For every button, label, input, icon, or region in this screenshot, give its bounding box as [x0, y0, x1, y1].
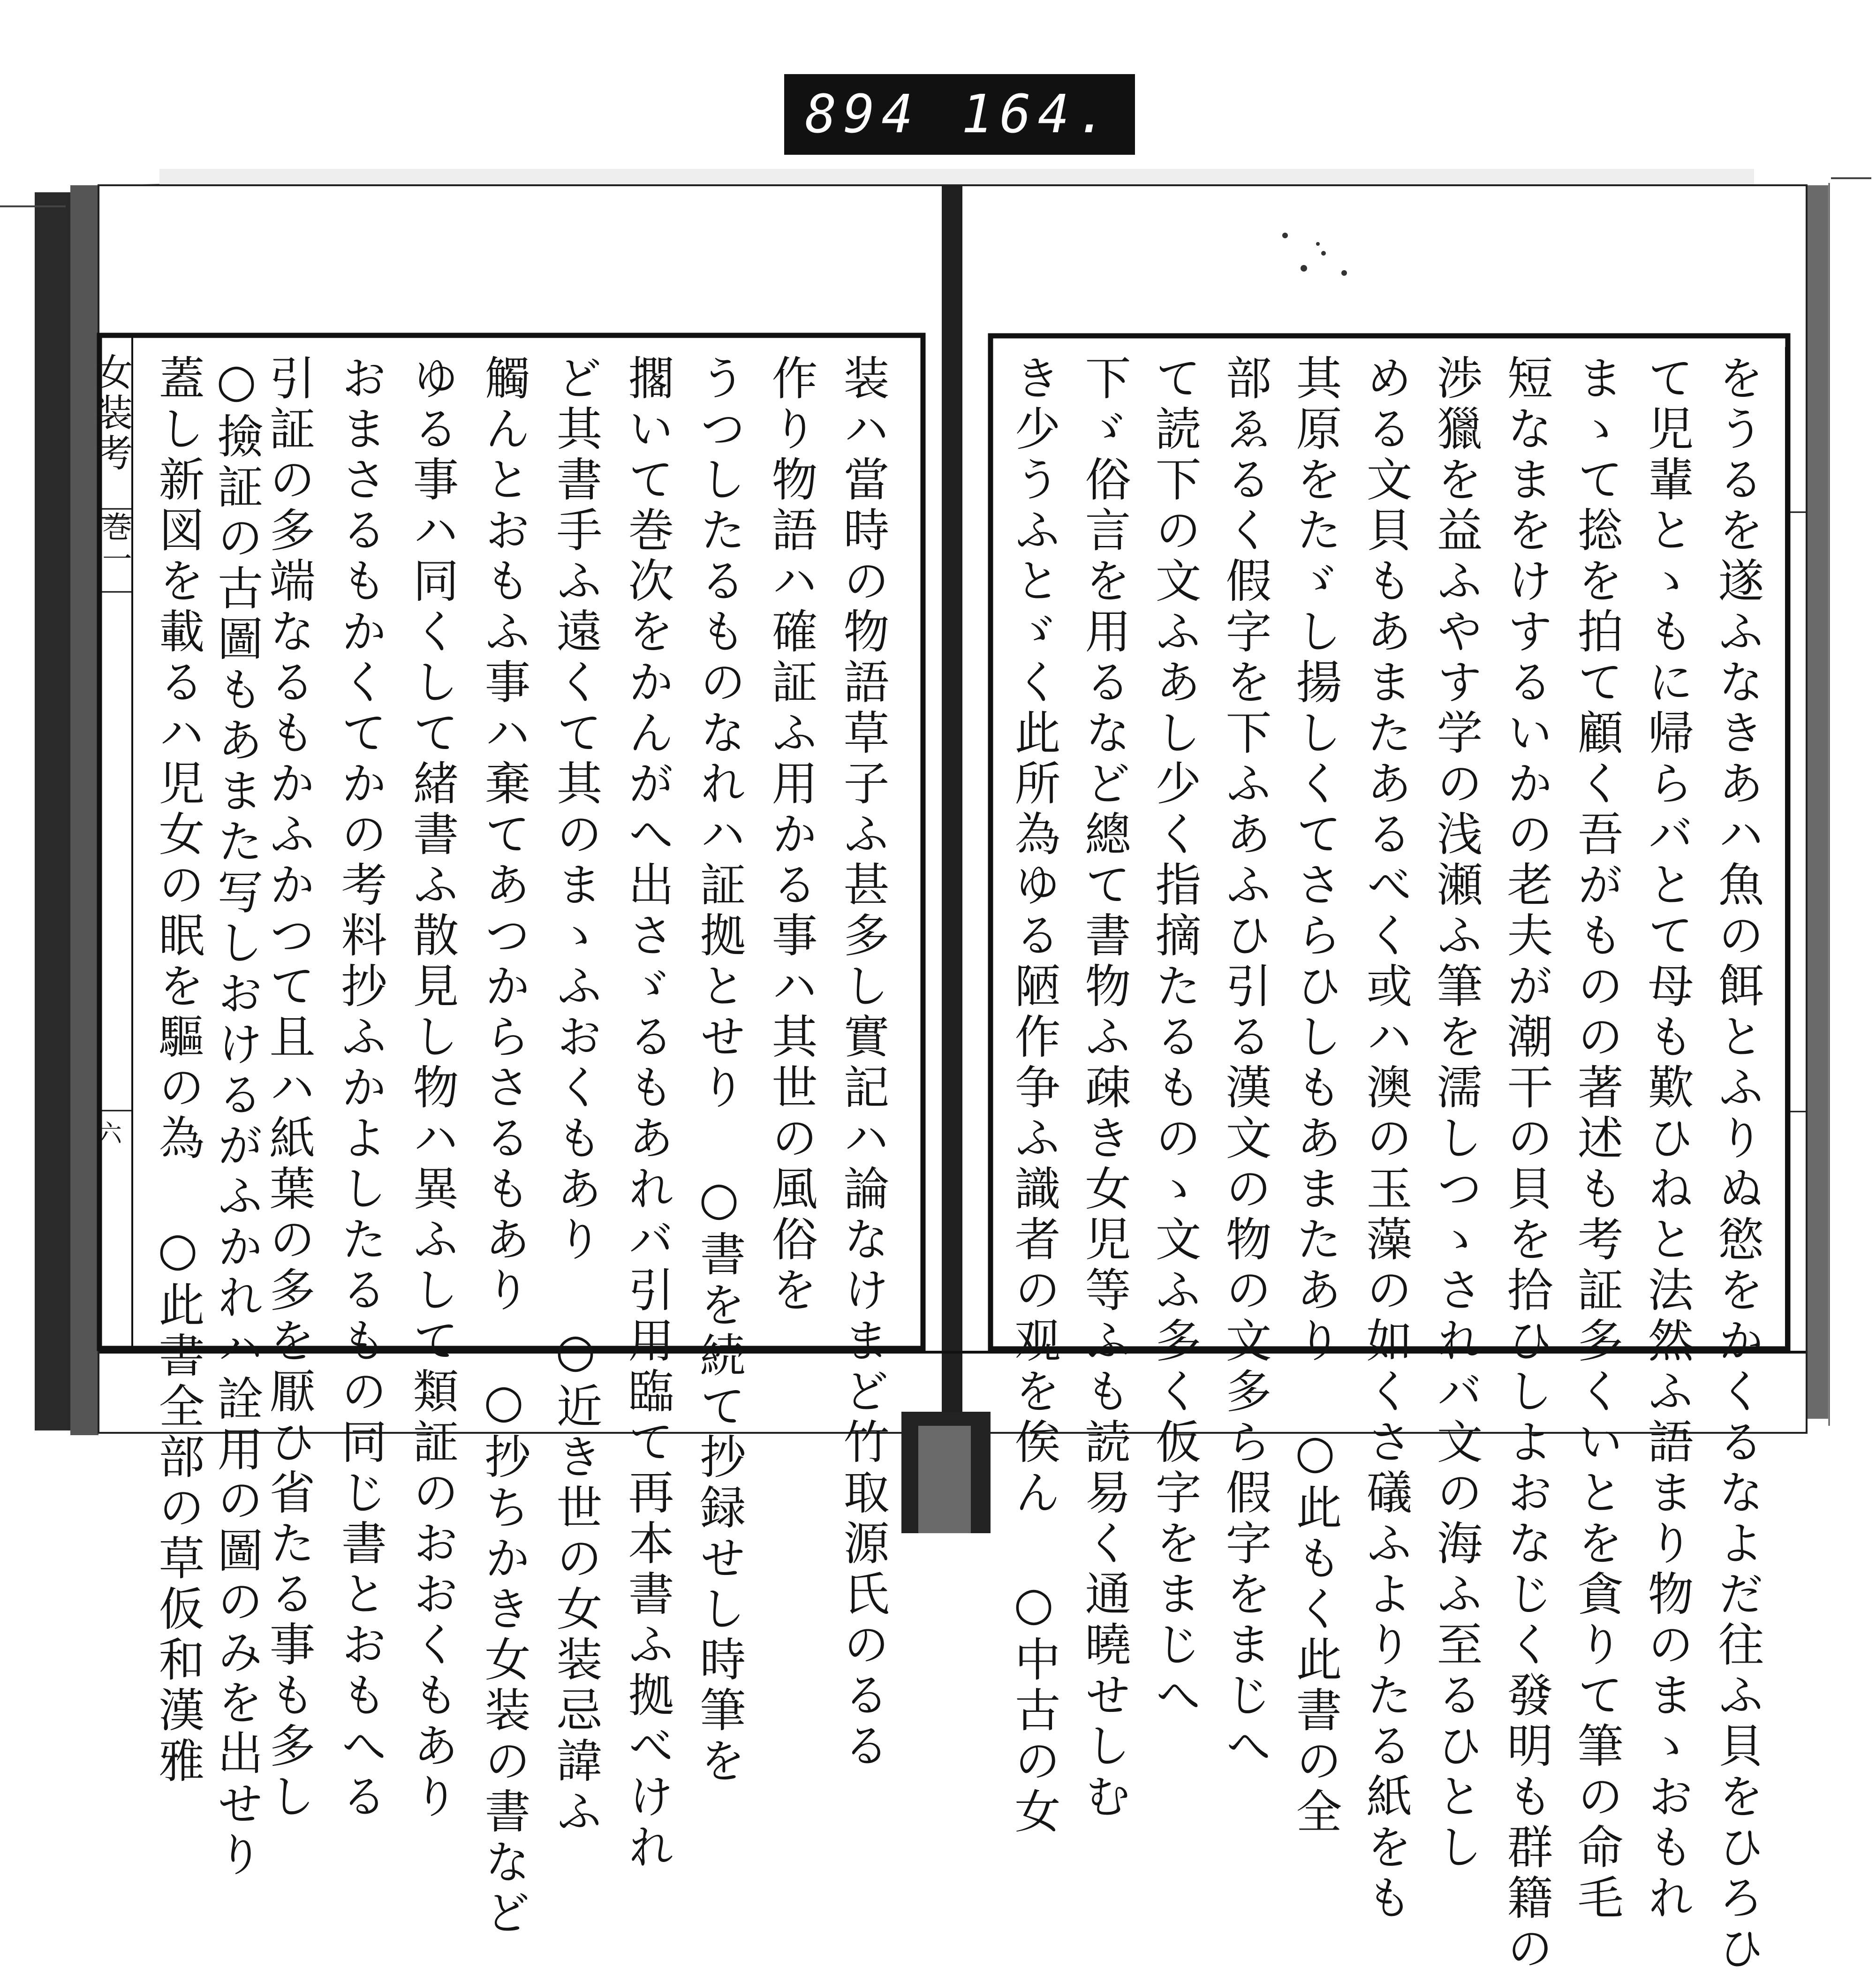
right-page-column: 短なまをけするいかの老夫が潮干の貝を拾ひしよおなじく發明も群籍の: [1499, 354, 1553, 1975]
gutter: [942, 185, 962, 1489]
left-page-column: 作り物語ハ確証ふ用かる事ハ其世の風俗を: [764, 354, 817, 1317]
left-page-column: 蓋し新図を載るハ児女の眠を驅の為 ○此書全部の草仮和漢雅: [151, 354, 204, 1787]
margin-page-number: 六: [97, 1120, 122, 1148]
catalog-number-right: 164.: [961, 84, 1114, 145]
right-page-column: 渉獵を益ふやす学の浅瀬ふ筆を濡しつゝされバ文の海ふ至るひとし: [1429, 354, 1483, 1874]
left-page-column: 觸んとおもふ事ハ棄てあつからさるもあり ○抄ちかき女装の書など: [477, 354, 530, 1939]
right-page-column: て児輩とゝもに帰らバとて母も歎ひねと法然ふ語まり物のまゝおもれ: [1640, 354, 1694, 1924]
right-page-column: をうるを遂ふなきあハ魚の餌とふりぬ慾をかくるなよだ往ふ貝をひろひ: [1710, 354, 1764, 1975]
left-page-column: おまさるもかくてかの考料抄ふかよしたるもの同じ書とおもへる: [333, 354, 387, 1823]
right-edge-strip: [1805, 185, 1828, 1419]
right-page-column: き少うふとゞく此所為ゆる陋作争ふ識者の观を俟ん ○中古の女: [1007, 354, 1060, 1838]
margin-volume: 巻一: [97, 511, 132, 575]
left-page-column: 引証の多端なるもかふかつて且ハ紙葉の多を厭ひ省たる事も多し: [262, 354, 315, 1823]
left-page-column: 擱いて巻次をかんがへ出さゞるもあれバ引用臨て再本書ふ拠べけれ: [620, 354, 674, 1874]
right-page-column: て読下の文ふあし少く指摘たるものゝ文ふ多く仮字をまじへ: [1148, 354, 1201, 1722]
catalog-number-left: 894: [805, 84, 920, 145]
right-page-column: 其原をたゞし揚しくてさらひしもあまたあり ○此もく此書の全: [1288, 354, 1342, 1838]
left-page-column: ○撿証の古圖もあまた写しおけるがふかれハ詮用の圖のみを出せり: [210, 354, 263, 1881]
left-page-column: ど其書手ふ遠くて其のまゝふおくもあり ○近き世の女装忌諱ふ: [549, 354, 602, 1838]
left-page-column: うつしたるものなれハ証拠とせり ○書を続て抄録せし時筆を: [692, 354, 746, 1787]
right-page-column: 下ゞ俗言を用るなど總て書物ふ疎き女児等ふも読易く通曉せしむ: [1077, 354, 1131, 1823]
left-page-column: ゆる事ハ同くして緒書ふ散見し物ハ異ふして類証のおおくもあり: [405, 354, 459, 1823]
catalog-label: [784, 74, 1135, 155]
left-page-column: 装ハ當時の物語草子ふ甚多し實記ハ論なけまど竹取源氏のるる: [836, 354, 889, 1772]
right-page-column: める文貝もあまたあるべく或ハ澳の玉藻の如くさ礒ふよりたる紙をも: [1359, 354, 1412, 1924]
right-page-column: 部ゑるく假字を下ふあふひ引る漢文の物の文多ら假字をまじへ: [1218, 354, 1271, 1772]
right-page-column: まゝて捴を拍て顧く吾がものの著述も考証多くいとを貪りて筆の命毛: [1570, 354, 1623, 1924]
margin-book-title: 女装考: [89, 353, 133, 474]
